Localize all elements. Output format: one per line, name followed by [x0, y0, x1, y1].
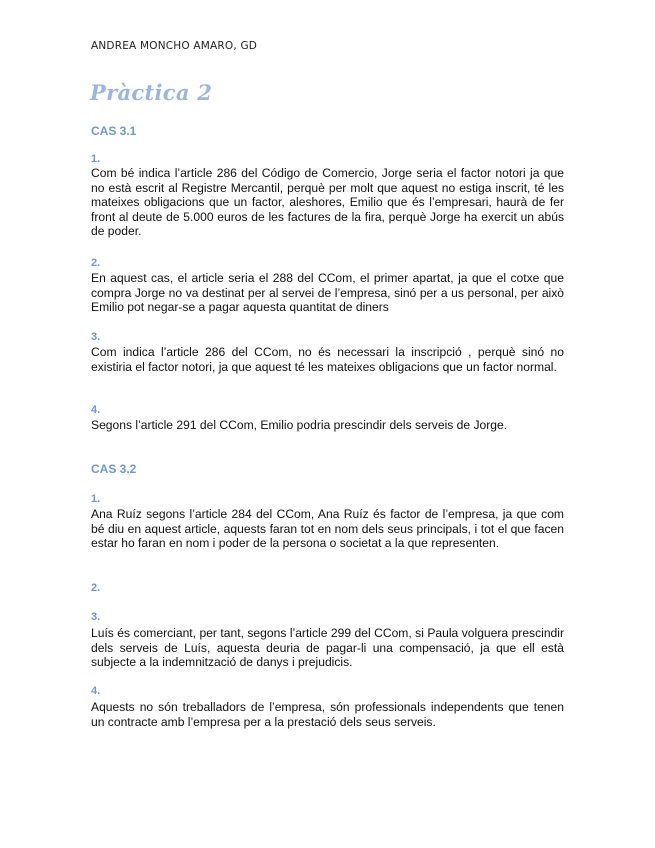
item-number: 2.: [91, 257, 101, 269]
document-title: Pràctica 2: [90, 80, 213, 105]
item-paragraph: Aquests no són treballadors de l’empresa, són professionals independents que tenen un contracte amb l’empresa per a la prestació dels seus serveis.: [91, 700, 564, 729]
item-paragraph: Com indica l’article 286 del CCom, no és necessari la inscripció , perquè sinó no existiria el factor notori, ja que aquest té les mateixes obligacions que un factor normal.: [91, 345, 564, 374]
item-paragraph: Segons l’article 291 del CCom, Emilio podria prescindir dels serveis de Jorge.: [91, 418, 508, 432]
item-number: 1.: [91, 153, 101, 165]
item-number: 1.: [91, 493, 101, 505]
item-number: 3.: [91, 611, 101, 623]
page-header-author: ANDREA MONCHO AMARO, GD: [91, 40, 258, 52]
section-heading-cas-3-1: CAS 3.1: [91, 124, 137, 138]
item-paragraph: Luís és comerciant, per tant, segons l’article 299 del CCom, si Paula volguera prescindir dels serveis de Luís, aquesta deuria de pagar-li una compensació, ja que ell està subjecte a la indemnització de danys i prejudicis.: [91, 626, 564, 670]
item-paragraph: Ana Ruíz segons l’article 284 del CCom, Ana Ruíz és factor de l’empresa, ja que com bé diu en aquest article, aquests faran tot en nom dels seus principals, i tot el que facen estar ho faran en nom i poder de la persona o societat a la que representen.: [91, 507, 564, 551]
item-number: 4.: [91, 404, 101, 416]
item-number: 4.: [91, 685, 101, 697]
section-heading-cas-3-2: CAS 3.2: [91, 462, 137, 476]
item-paragraph: Com bé indica l’article 286 del Código de Comercio, Jorge seria el factor notori ja que no està escrit al Registre Mercantil, perquè per molt que aquest no estiga inscrit, té les mateixes obligacions que un factor, aleshores, Emilio que és l’empresari, haurà de fer front al deute de 5.000 euros de les factures de la fira, perquè Jorge ha exercit un abús de poder.: [91, 166, 564, 239]
item-paragraph: En aquest cas, el article seria el 288 del CCom, el primer apartat, ja que el cotxe que compra Jorge no va destinat per al servei de l’empresa, sinó per a us personal, per això Emilio pot negar-se a pagar aquesta quantitat de diners: [91, 271, 564, 315]
item-number: 2.: [91, 582, 101, 594]
item-number: 3.: [91, 331, 101, 343]
